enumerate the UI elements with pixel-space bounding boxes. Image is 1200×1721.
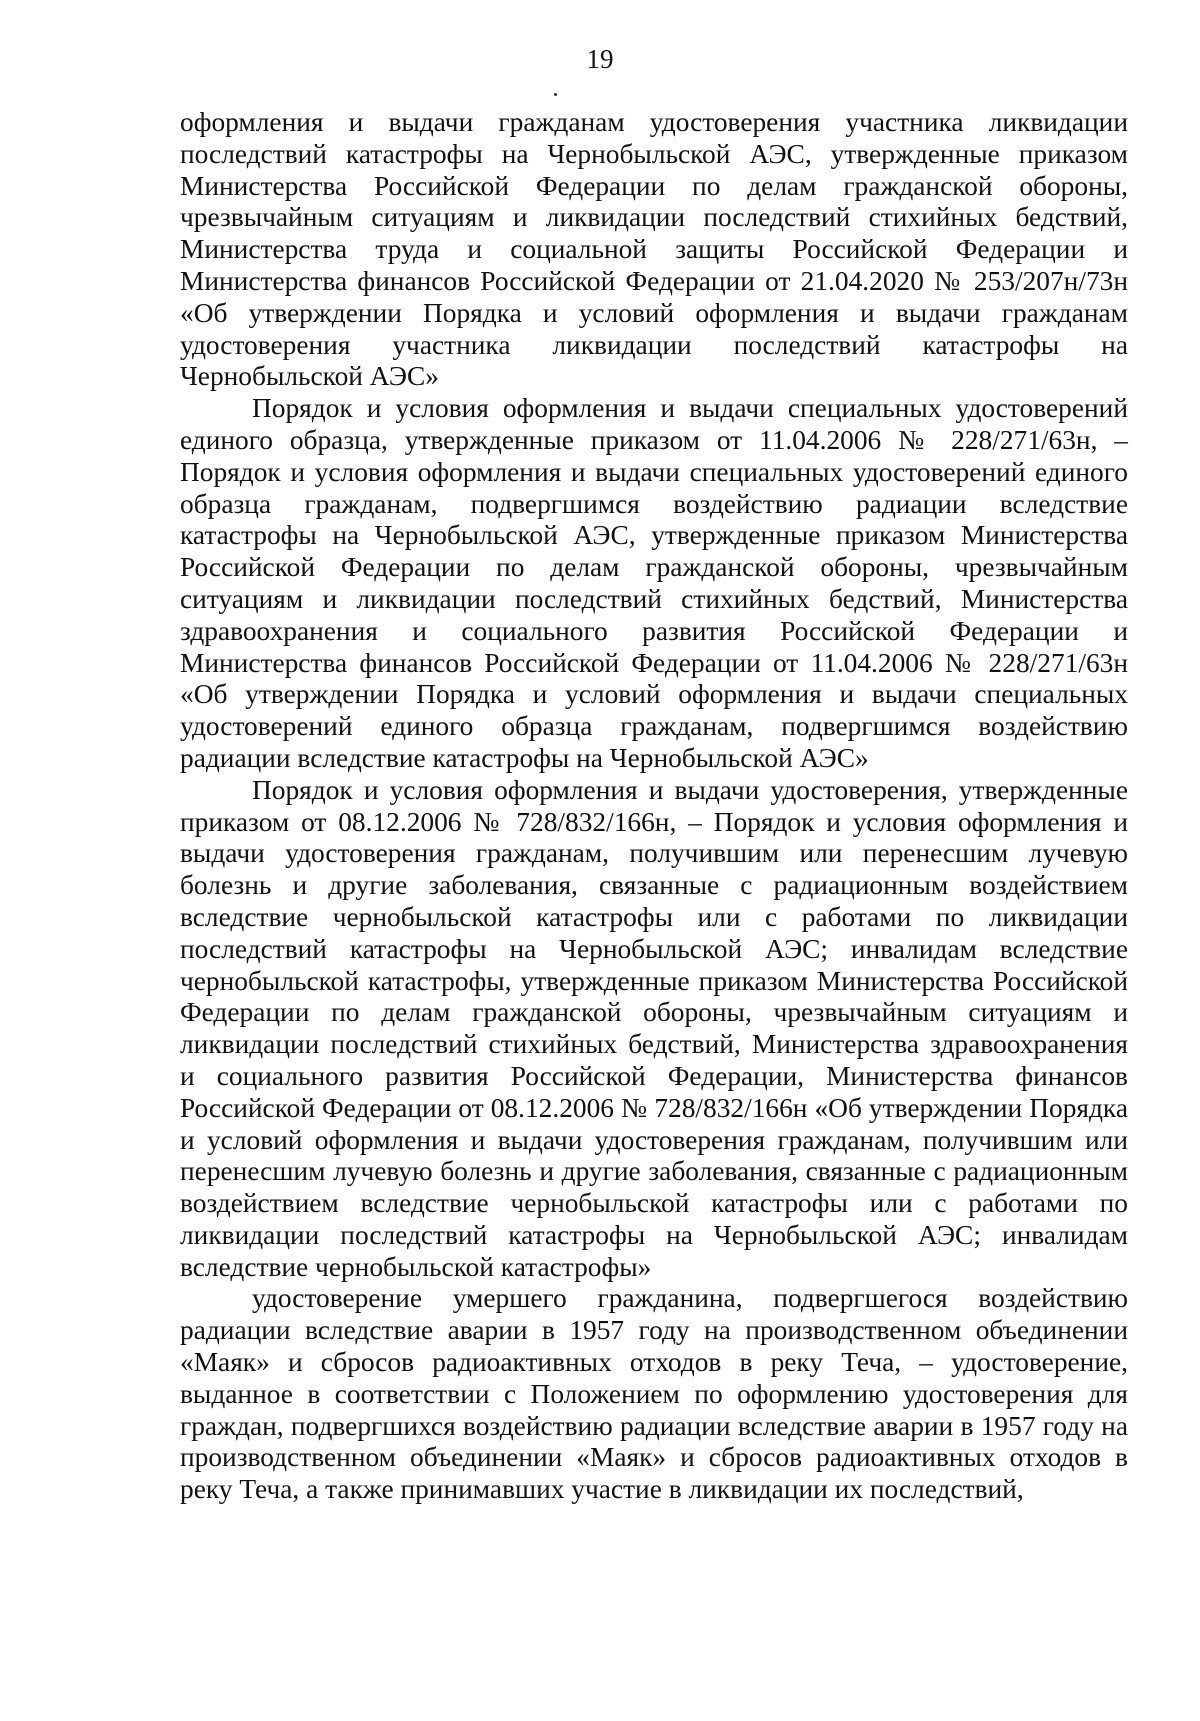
paragraph-3: Порядок и условия оформления и выдачи удостоверения, утвержденные приказом от 08.12.2006 № 728/832/166н, – Порядок и условия оформления и выдачи удостоверения гражданам, получившим или перенесшим лучевую болезнь и другие заболевания, связанные с радиационным воздействием вследствие чернобыльской катастрофы или с работами по ликвидации последствий катастрофы на Чернобыльской АЭС; инвалидам вследствие чернобыльской катастрофы, утвержденные приказом Министерства Российской Федерации по делам гражданской обороны, чрезвычайным ситуациям и ликвидации последствий стихийных бедствий, Министерства здравоохранения и социального развития Российской Федерации, Министерства финансов Российской Федерации от 08.12.2006 № 728/832/166н «Об утверждении Порядка и условий оформления и выдачи удостоверения гражданам, получившим или перенесшим лучевую болезнь и другие заболевания, связанные с радиационным воздействием вследствие чернобыльской катастрофы или с работами по ликвидации последствий катастрофы на Чернобыльской АЭС; инвалидам вследствие чернобыльской катастрофы» <box>180 774 1128 1282</box>
paragraph-1: оформления и выдачи гражданам удостоверения участника ликвидации последствий катастрофы на Чернобыльской АЭС, утвержденные приказом Министерства Российской Федерации по делам гражданской обороны, чрезвычайным ситуациям и ликвидации последствий стихийных бедствий, Министерства труда и социальной защиты Российской Федерации и Министерства финансов Российской Федерации от 21.04.2020 № 253/207н/73н «Об утверждении Порядка и условий оформления и выдачи гражданам удостоверения участника ликвидации последствий катастрофы на Чернобыльской АЭС» <box>180 107 1128 392</box>
paragraph-2: Порядок и условия оформления и выдачи специальных удостоверений единого образца, утвержденные приказом от 11.04.2006 № 228/271/63н, – Порядок и условия оформления и выдачи специальных удостоверений единого образца гражданам, подвергшимся воздействию радиации вследствие катастрофы на Чернобыльской АЭС, утвержденные приказом Министерства Российской Федерации по делам гражданской обороны, чрезвычайным ситуациям и ликвидации последствий стихийных бедствий, Министерства здравоохранения и социального развития Российской Федерации и Министерства финансов Российской Федерации от 11.04.2006 № 228/271/63н «Об утверждении Порядка и условий оформления и выдачи специальных удостоверений единого образца гражданам, подвергшимся воздействию радиации вследствие катастрофы на Чернобыльской АЭС» <box>180 393 1128 773</box>
document-body <box>180 107 1128 1506</box>
paragraph-4: удостоверение умершего гражданина, подвергшегося воздействию радиации вследствие аварии в 1957 году на производственном объединении «Маяк» и сбросов радиоактивных отходов в реку Теча, – удостоверение, выданное в соответствии с Положением по оформлению удостоверения для граждан, подвергшихся воздействию радиации вследствие аварии в 1957 году на производственном объединении «Маяк» и сбросов радиоактивных отходов в реку Теча, а также принимавших участие в ликвидации их последствий, <box>180 1283 1128 1505</box>
scan-speck <box>554 93 557 96</box>
page-number: 19 <box>586 44 614 74</box>
